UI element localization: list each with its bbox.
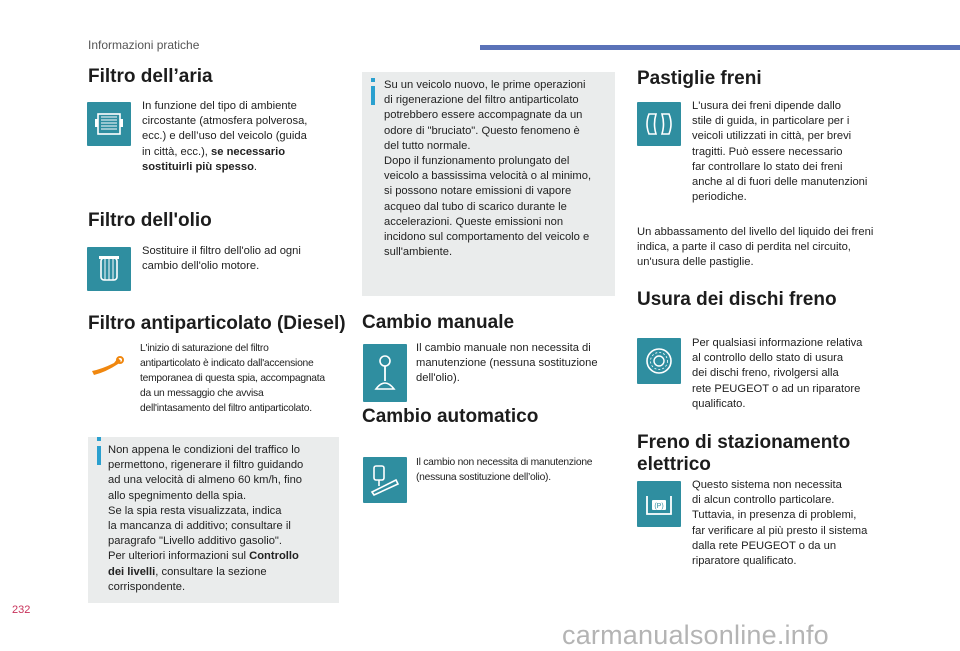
section-header: Informazioni pratiche: [88, 38, 200, 52]
parking-brake-text: Questo sistema non necessita di alcun controllo particolare. Tuttavia, in presenza di problemi, far verificare al più presto il sistema dalla rete PEUGEOT o da un riparatore qualificato.: [692, 479, 868, 568]
info-icon-dot: [97, 437, 101, 441]
info-box-regeneration: [88, 437, 339, 603]
title-brake-discs: Usura dei dischi freno: [637, 289, 837, 310]
wrench-warning-icon: [88, 352, 128, 378]
title-auto-gearbox: Cambio automatico: [362, 406, 539, 427]
title-air-filter: Filtro dell’aria: [88, 66, 213, 87]
info-box-new-vehicle: [362, 72, 615, 296]
info-box-text: Non appena le condizioni del traffico lo permettono, rigenerare il filtro guidando ad una velocità di almeno 60 km/h, fino allo spegnimento della spia. Se la spia resta visualizzata, indica la mancanza di additivo; consultare il paragrafo "Livello additivo gasolio". Per ulteriori informazioni sul Controllo dei livelli, consultare la sezione corrispondente.: [108, 444, 304, 593]
air-filter-text: In funzione del tipo di ambiente circostante (atmosfera polverosa, ecc.) e dell’uso del veicolo (guida in città, ecc.), se necessario sostituirli più spesso.: [142, 100, 308, 173]
info-box-text: Su un veicolo nuovo, le prime operazioni di rigenerazione del filtro antiparticolato potrebbero essere accompagnate da un odore di "bruciato". Questo fenomeno è del tutto normale. Dopo il funzionamento prolungato del veicolo a bassissima velocità o al minimo, si possono notare emissioni di vapore acqueo dal tubo di scarico durante le accelerazioni. Queste emissioni non incidono sul comportamento del veicolo e sull'ambiente.: [384, 79, 592, 259]
info-icon-bar: [97, 446, 101, 465]
oil-filter-icon: [87, 247, 131, 291]
brake-discs-text: Per qualsiasi informazione relativa al controllo dello stato di usura dei dischi freno, rivolgersi alla rete PEUGEOT o ad un riparatore qualificato.: [692, 337, 863, 410]
oil-filter-text: Sostituire il filtro dell'olio ad ogni cambio dell'olio motore.: [142, 245, 301, 273]
title-parking-brake: Freno di stazionamento elettrico: [637, 432, 851, 475]
brake-pads-text: L'usura dei freni dipende dallo stile di guida, in particolare per i veicoli utilizzati in città, per brevi tragitti. Può essere necessario far controllare lo stato dei freni anche al di fuori delle manutenzioni periodiche.: [692, 100, 868, 204]
auto-gearbox-text: Il cambio non necessita di manutenzione (nessuna sostituzione dell’olio).: [416, 457, 593, 483]
dpf-text: L'inizio di saturazione del filtro antiparticolato è indicato dall'accensione temporanea di questa spia, accompagnata da un messaggio che avvisa dell'intasamento del filtro antiparticolato.: [140, 343, 325, 414]
info-icon-dot: [371, 78, 375, 82]
parking-brake-icon: [637, 481, 681, 527]
title-dpf: Filtro antiparticolato (Diesel): [88, 313, 346, 334]
manual-gearbox-text: Il cambio manuale non necessita di manutenzione (nessuna sostituzione dell'olio).: [416, 342, 598, 385]
brake-pads-icon: [637, 102, 681, 146]
info-icon-bar: [371, 86, 375, 105]
auto-gear-selector-icon: [363, 457, 407, 503]
title-oil-filter: Filtro dell'olio: [88, 210, 212, 231]
brake-disc-icon: [637, 338, 681, 384]
title-brake-pads: Pastiglie freni: [637, 68, 762, 89]
brake-fluid-text: Un abbassamento del livello del liquido dei freni indica, a parte il caso di perdita nel circuito, un'usura delle pastiglie.: [637, 226, 874, 269]
gear-stick-icon: [363, 344, 407, 402]
header-bar: [480, 45, 960, 50]
title-manual-gearbox: Cambio manuale: [362, 312, 515, 333]
page-number: 232: [12, 604, 31, 616]
air-filter-icon: [87, 102, 131, 146]
watermark: carmanualsonline.info: [562, 620, 829, 650]
parking-brake-icon-label: (P): [654, 503, 664, 510]
